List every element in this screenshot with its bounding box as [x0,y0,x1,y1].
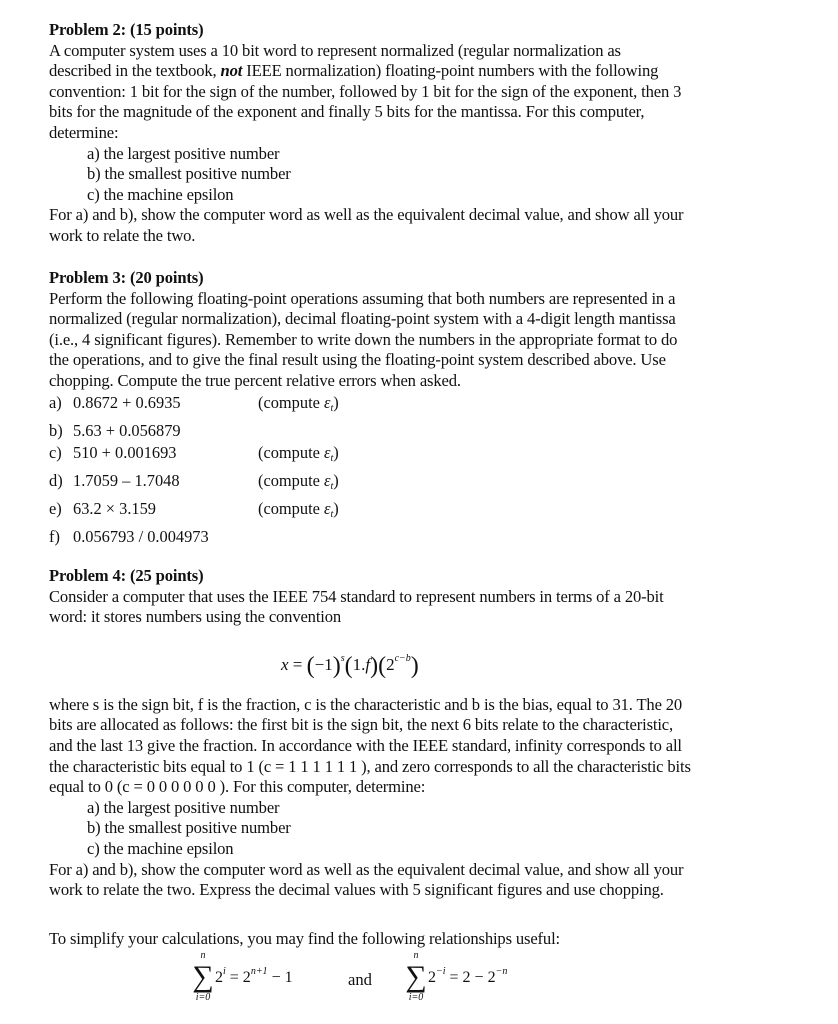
and-word: and [348,969,372,989]
operation-expression: 5.63 + 0.056879 [73,420,181,440]
operation-row: d) 1.7059 – 1.7048 (compute $\varepsilon_t$) [0,470,677,498]
problem-4-where-line: bits are allocated as follows: the first bit is the sign bit, the next 6 bits relate to the characteristic, [49,715,674,735]
problem-3-text-line: the operations, and to give the final result using the floating-point system described above. Use [49,350,666,370]
problem-2-item-c: c) the machine epsilon [87,184,234,204]
compute-error-note: (compute $\varepsilon_t$) [258,392,339,414]
useful-relationships [49,929,789,1020]
problem-2-text-line: bits for the magnitude of the exponent and finally 5 bits for the mantissa. For this computer, [49,102,645,122]
operation-row: f) 0.056793 / 0.004973 [0,526,677,548]
relationships-intro: To simplify your calculations, you may find the following relationships useful: [49,929,560,948]
problem-4-where-line: and the last 13 give the fraction. In accordance with the IEEE standard, infinity corresponds to all [49,735,682,755]
problem-4-where-line: the characteristic bits equal to 1 (c = 1 1 1 1 1 1 ), and zero corresponds to all the characteristic bits [49,756,691,776]
problem-4-where-line: equal to 0 (c = 0 0 0 0 0 0 ). For this computer, determine: [49,777,426,797]
operation-expression: 63.2 × 3.159 [73,498,157,518]
problem-2-text-line: convention: 1 bit for the sign of the number, followed by 1 bit for the sign of the exponent, then 3 [49,81,682,101]
sigma-icon: ∑ [192,959,214,993]
problem-2 [49,20,683,247]
operation-expression: 0.056793 / 0.004973 [73,527,209,547]
sigma-icon: ∑ [405,959,427,993]
problem-4-closing-line: For a) and b), show the computer word as well as the equivalent decimal value, and show all your [49,859,684,879]
sum-formula-1: n ∑ i=0 $2^i = 2^{n+1} - 1$ [192,949,293,1003]
problem-4-item-b: b) the smallest positive number [87,818,291,838]
problem-4-where-line: where s is the sign bit, f is the fraction, c is the characteristic and b is the bias, equal to 31. The 20 [49,694,683,714]
ieee-formula: $x = (-1)^s(1.f)(2^{c-b})$ [280,652,419,679]
problem-4-item-a: a) the largest positive number [87,797,280,817]
problem-2-text-line: described in the textbook, not IEEE normalization) floating-point numbers with the following [49,61,659,81]
problem-2-item-a: a) the largest positive number [87,143,280,163]
operation-row: c) 510 + 0.001693 (compute $\varepsilon_t$) [0,442,677,470]
problem-4-heading: Problem 4: (25 points) [49,566,204,585]
problem-4-closing-line: work to relate the two. Express the decimal values with 5 significant figures and use chopping. [49,880,664,900]
problem-3-heading: Problem 3: (20 points) [49,268,204,287]
sum-formula-2: n ∑ i=0 $2^{-i} = 2 - 2^{-n}$ [405,949,508,1003]
operation-expression: 0.8672 + 0.6935 [73,392,181,412]
operation-row: a) 0.8672 + 0.6935 (compute $\varepsilon_t$) [0,392,677,420]
problem-4-item-c: c) the machine epsilon [87,838,234,858]
sum-formulas [49,950,789,1020]
problem-3-text-line: Perform the following floating-point operations assuming that both numbers are represented in a [49,288,676,308]
compute-error-note: (compute $\varepsilon_t$) [258,498,339,520]
problem-2-text-line: A computer system uses a 10 bit word to represent normalized (regular normalization as [49,40,621,60]
problem-4 [49,566,691,901]
problem-3 [49,268,677,548]
problem-2-heading: Problem 2: (15 points) [49,20,204,39]
compute-error-note: (compute $\varepsilon_t$) [258,442,339,464]
problem-4-text-line: word: it stores numbers using the convention [49,607,342,627]
problem-2-item-b: b) the smallest positive number [87,164,291,184]
problem-3-text-line: (i.e., 4 significant figures). Remember to write down the numbers in the appropriate format to do [49,329,678,349]
operation-expression: 510 + 0.001693 [73,442,177,462]
problem-4-text-line: Consider a computer that uses the IEEE 754 standard to represent numbers in terms of a 20-bit [49,586,664,606]
problem-2-closing-line: work to relate the two. [49,225,196,245]
problem-2-text-line: determine: [49,122,119,142]
emphasis-not: not [220,61,243,81]
compute-error-note: (compute $\varepsilon_t$) [258,470,339,492]
operation-row: e) 63.2 × 3.159 (compute $\varepsilon_t$) [0,498,677,526]
problem-3-text-line: normalized (regular normalization), decimal floating-point system with a 4-digit length mantissa [49,309,676,329]
operation-expression: 1.7059 – 1.7048 [73,470,180,490]
operation-row: b) 5.63 + 0.056879 [0,420,677,442]
operations-list [0,392,677,549]
problem-2-closing-line: For a) and b), show the computer word as well as the equivalent decimal value, and show all your [49,205,684,225]
problem-3-text-line: chopping. Compute the true percent relative errors when asked. [49,370,461,390]
